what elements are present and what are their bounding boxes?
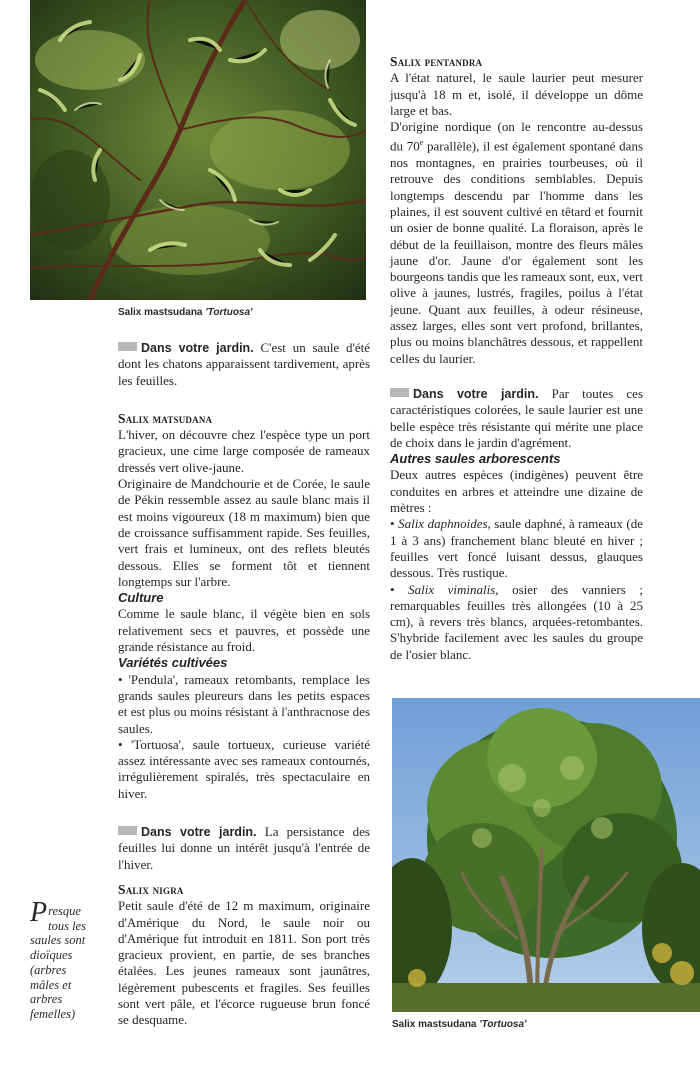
nigra-text: Petit saule d'été de 12 m maximum, originaire d'Amérique du Nord, le saule noir ou d'Amérique fut introduit en 1811. Son port très gracieux provient, en partie, de ses branches étalées. Les jeunes rameaux sont jaunâtres, légèrement pubescents et fragiles. Ses feuilles sont vert pâle, et l'écorce rugueuse brun foncé se desquame. <box>118 898 370 1028</box>
variety-pendula: • 'Pendula', rameaux retombants, remplace les grands saules pleureurs dans les petits espaces et est plus ou moins résistant à l'anthracnose des saules. <box>118 671 370 736</box>
photo-willow-branches <box>30 0 366 300</box>
heading-culture: Culture <box>118 590 164 606</box>
heading-salix-matsudana: Salix matsudana <box>118 410 213 426</box>
margin-note: Presque tous les saules sont dioïques (arbres mâles et arbres femelles) <box>30 897 86 1021</box>
variety-tortuosa: • 'Tortuosa', saule tortueux, curieuse variété assez intéressante avec ses rameaux contournés, irrégulièrement spiralés, très spectaculaire en hiver. <box>118 736 370 801</box>
heading-salix-pentandra: Salix pentandra <box>390 54 483 69</box>
section-marker-bar <box>390 388 409 397</box>
heading-varietes: Variétés cultivées <box>118 655 228 671</box>
pentandra-origin: D'origine nordique (on le rencontre au-dessus du 70e parallèle), il est également spontané dans nos montagnes, en prairies tourbeuses, où il retrouve des conditions semblables. Depuis longtemps descendu par l'homme dans les plaines, il est souvent cultivé en têtard et fournit un osier de bonne qualité. La floraison, après le début de la feuillaison, montre des fleurs mâles jaune d'or. Jaune d'or également sont les bourgeons tandis que les rameaux sont, eux, vert olive à jaunes, lustrés, fragiles, poilus à l'état jeune. Quant aux feuilles, à odeur résineuse, assez larges, elles sont vert profond, brillantes, plus ou moins blanchâtres dessous, et rappellent celles du laurier. <box>390 119 643 366</box>
matsudana-intro: L'hiver, on découvre chez l'espèce type un port gracieux, une cime large composée de rameaux dressés vert olive-jaune. <box>118 427 370 475</box>
jardin-paragraph-2: Dans votre jardin. La persistance des feuilles lui donne un intérêt jusqu'à l'entrée de l'hiver. <box>118 824 370 872</box>
autres-intro: Deux autres espèces (indigènes) peuvent être conduites en arbres et atteindre une dizaine de mètres : <box>390 467 643 516</box>
photo-top-caption: Salix mastsudana 'Tortuosa' <box>118 307 253 318</box>
left-column <box>118 340 370 1029</box>
jardin-paragraph-1: Dans votre jardin. C'est un saule d'été dont les chatons apparaissent tardivement, après les feuilles. <box>118 340 370 388</box>
section-marker-bar <box>118 826 137 835</box>
photo-willow-tree <box>392 698 700 1012</box>
jardin-paragraph-3: Dans votre jardin. Par toutes ces caractéristiques colorées, le saule laurier est une belle espèce très résistante qui mérite une place de choix dans le jardin d'agrément. <box>390 385 644 450</box>
section-marker-bar <box>118 342 137 351</box>
heading-salix-nigra: Salix nigra <box>118 881 184 897</box>
right-column <box>390 54 643 663</box>
species-viminalis: • Salix viminalis, osier des vanniers ; remarquables feuilles très allongées (10 à 25 cm), à revers très blancs, arquées-retombantes. S'hybride facilement avec les saules du groupe de l'osier blanc. <box>390 581 643 662</box>
matsudana-origin: Originaire de Mandchourie et de Corée, le saule de Pékin ressemble assez au saule blanc mais il est moins vigoureux (18 m maximum) bien que de croissance suffisamment rapide. Ses feuilles, vert frais et lumineux, ont des reflets bleutés dessous. Elles se forment tôt et tiennent longtemps sur l'arbre. <box>118 476 370 589</box>
photo-bottom-caption: Salix mastsudana 'Tortuosa' <box>392 1019 527 1030</box>
culture-text: Comme le saule blanc, il végète bien en sols relativement secs et pauvres, et possède une grande résistance au froid. <box>118 606 370 655</box>
heading-autres-saules: Autres saules arborescents <box>390 451 561 467</box>
pentandra-intro: A l'état naturel, le saule laurier peut mesurer jusqu'à 18 m et, isolé, il développe un dôme large et bas. <box>390 70 643 118</box>
species-daphnoides: • Salix daphnoides, saule daphné, à rameaux (de 1 à 3 ans) franchement blanc bleuté en hiver ; feuilles vert foncé luisant dessus, glauques dessous. Très rustique. <box>390 516 643 581</box>
